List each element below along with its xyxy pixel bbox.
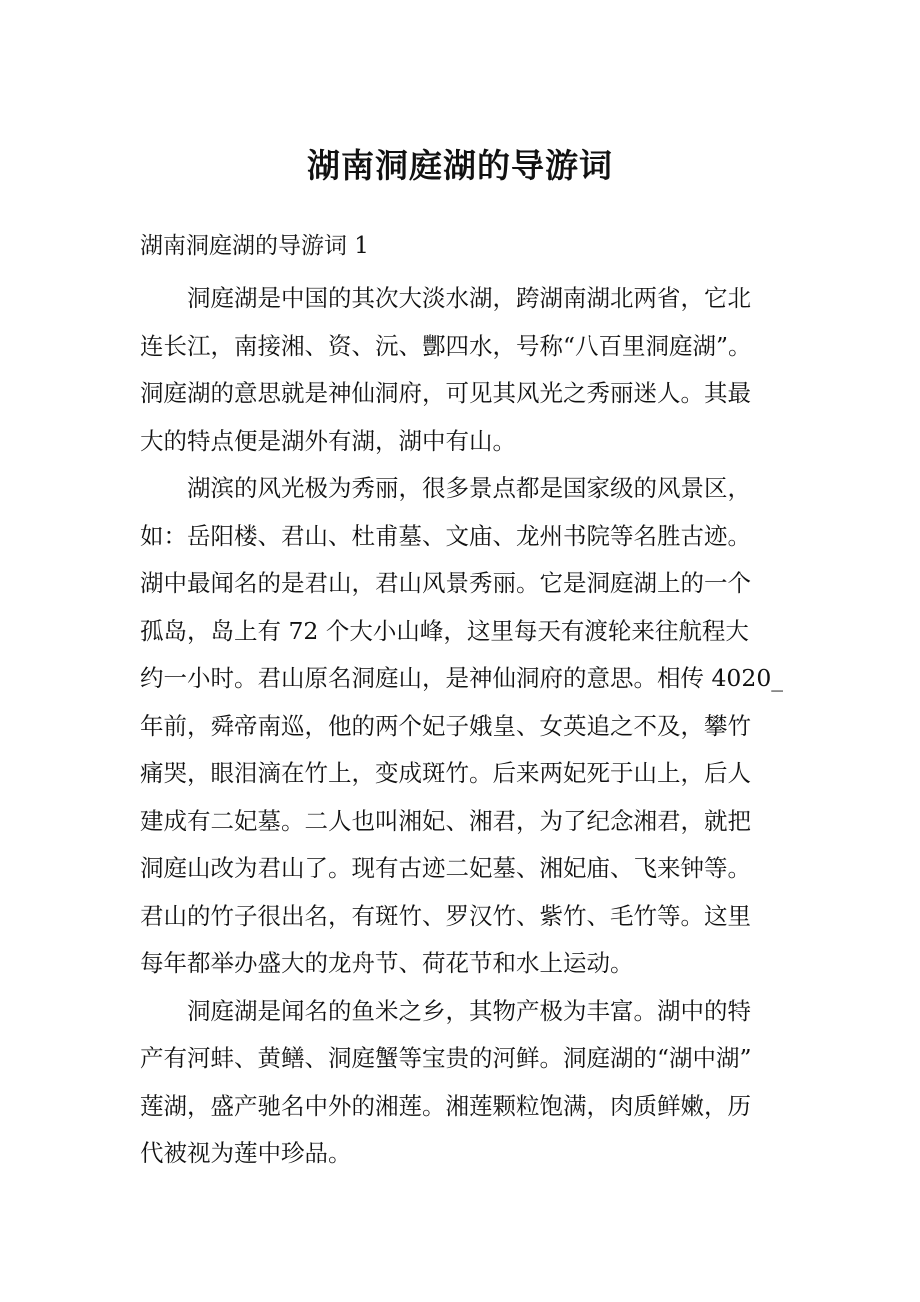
text-line: 孤岛，岛上有 72 个大小山峰，这里每天有渡轮来往航程大	[140, 616, 749, 645]
text-line: 代被视为莲中珍品。	[140, 1139, 352, 1167]
paragraph	[140, 275, 820, 465]
text-line: 湖滨的风光极为秀丽，很多景点都是国家级的风景区，	[187, 474, 751, 502]
text-line: 洞庭山改为君山了。现有古迹二妃墓、湘妃庙、飞来钟等。	[140, 854, 751, 882]
text-line: 每年都举办盛大的龙舟节、荷花节和水上运动。	[140, 949, 634, 977]
text-line: 痛哭，眼泪滴在竹上，变成斑竹。后来两妃死于山上，后人	[140, 759, 751, 787]
document-title: 湖南洞庭湖的导游词	[307, 146, 613, 185]
text-line: 洞庭湖的意思就是神仙洞府，可见其风光之秀丽迷人。其最	[140, 379, 751, 407]
text-line: 君山的竹子很出名，有斑竹、罗汉竹、紫竹、毛竹等。这里	[140, 901, 751, 930]
text-line: 年前，舜帝南巡，他的两个妃子娥皇、女英追之不及，攀竹	[140, 711, 751, 740]
text-line: 洞庭湖是中国的其次大淡水湖，跨湖南湖北两省，它北	[187, 284, 751, 312]
text-line: 湖中最闻名的是君山，君山风景秀丽。它是洞庭湖上的一个	[140, 569, 751, 597]
paragraph	[140, 465, 820, 988]
text-line: 建成有二妃墓。二人也叫湘妃、湘君，为了纪念湘君，就把	[140, 806, 751, 835]
text-line: 大的特点便是湖外有湖，湖中有山。	[140, 426, 516, 455]
text-line: 约一小时。君山原名洞庭山，是神仙洞府的意思。相传 4020_	[140, 664, 784, 692]
text-line: 洞庭湖是闻名的鱼米之乡，其物产极为丰富。湖中的特	[187, 996, 751, 1025]
document-body	[140, 275, 820, 1178]
section-heading: 湖南洞庭湖的导游词 1	[140, 233, 369, 259]
paragraph	[140, 988, 820, 1178]
text-line: 莲湖，盛产驰名中外的湘莲。湘莲颗粒饱满，肉质鲜嫩，历	[140, 1091, 751, 1120]
text-line: 产有河蚌、黄鳝、洞庭蟹等宝贵的河鲜。洞庭湖的“湖中湖”	[140, 1044, 752, 1072]
text-line: 连长江，南接湘、资、沅、酆四水，号称“八百里洞庭湖”。	[140, 331, 752, 360]
text-line: 如：岳阳楼、君山、杜甫墓、文庙、龙州书院等名胜古迹。	[140, 521, 751, 550]
